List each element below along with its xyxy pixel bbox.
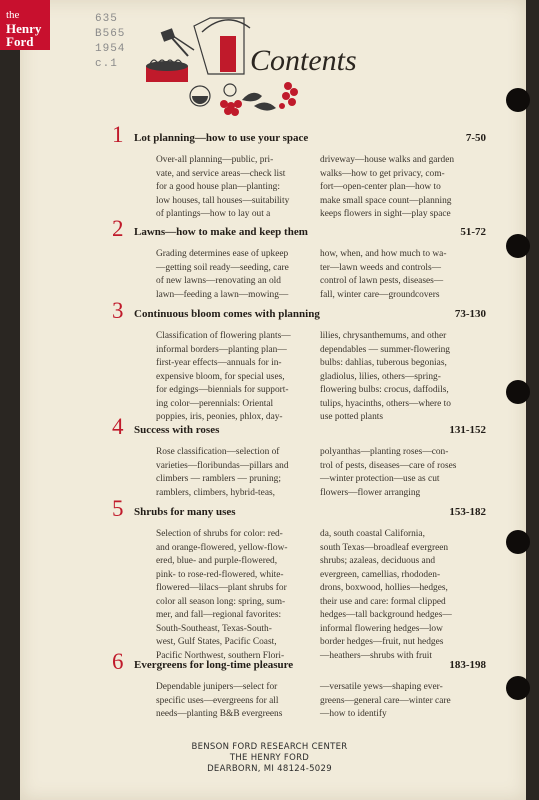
section-text-right [320,528,470,663]
section-text-left [156,528,306,663]
text-line: polyanthas—planting roses—con- [320,447,449,457]
punch-hole [506,380,530,404]
text-line: ered, blue- and purple-flowered, [156,556,278,566]
text-line: bulbs: dahlias, tuberous begonias, [320,358,447,368]
text-line: of plantings—how to lay out a [156,209,271,219]
text-line: —winter protection—use as cut [320,474,440,484]
text-line: ter—lawn weeds and controls— [320,262,442,273]
text-line: climbers — ramblers — pruning; [156,474,281,484]
text-line: use potted plants [320,412,384,422]
section-title: Success with roses [134,424,220,436]
section-header [112,122,486,154]
text-line: Grading determines ease of upkeep [156,249,289,259]
text-line: west, Gulf States, Pacific Coast, [156,637,277,647]
text-line: tulips, hyacinths, others—where to [320,398,451,409]
text-line: of new lawns—renovating an old [156,276,281,286]
text-line: fort—open-center plan—how to [320,182,441,192]
text-line: flowered—lilacs—plant shrubs for [156,583,287,593]
text-line: greens—general care—winter care [320,695,451,706]
text-line: color all season long: spring, sum- [156,596,286,607]
text-line: keeps flowers in sight—play space [320,209,451,219]
text-line: informal borders—planting plan— [156,344,287,355]
text-line: driveway—house walks and garden [320,155,455,165]
section-header [112,649,486,681]
text-line: dependables — summer-flowering [320,344,450,355]
text-line: hedges—tall background hedges— [320,610,452,620]
contents-section [112,216,486,302]
section-pages: 51-72 [460,226,486,238]
section-number: 5 [112,496,124,521]
section-text-right [320,330,470,425]
punch-hole [506,676,530,700]
page-title: Contents [250,44,357,77]
document-page [20,0,526,800]
section-number: 4 [112,414,124,439]
section-number: 2 [112,216,124,241]
section-text-left [156,248,306,302]
section-title: Lot planning—how to use your space [134,132,309,144]
text-line: ramblers, climbers, hybrid-teas, [156,487,275,498]
text-line: border hedges—fruit, nut hedges [320,637,444,647]
handwriting-line: 1954 [95,43,126,55]
contents-section [112,122,486,222]
text-line: lawn—feeding a lawn—mowing— [156,289,289,300]
text-line: specific uses—evergreens for all [156,695,279,706]
section-title: Continuous bloom comes with planning [134,308,320,320]
text-line: shrubs; azaleas, deciduous and [320,556,436,566]
text-line: walks—how to get privacy, com- [320,168,445,179]
section-text-left [156,446,306,500]
text-line: lilies, chrysanthemums, and other [320,331,447,341]
section-number: 1 [112,122,124,147]
text-line: fall, winter care—groundcovers [320,289,440,300]
text-line: —how to identify [320,709,387,719]
library-stamp [0,742,539,775]
text-line: da, south coastal California, [320,529,425,539]
contents-section [112,496,486,663]
section-header [112,216,486,248]
handwriting-line: c.1 [95,58,118,70]
text-line: Dependable junipers—select for [156,682,278,692]
contents-section [112,298,486,425]
section-title: Lawns—how to make and keep them [134,226,308,238]
text-line: flowering bulbs: crocus, daffodils, [320,385,449,395]
handwriting-line: B565 [95,28,126,40]
section-text-right [320,154,470,222]
stamp-line: THE HENRY FORD [229,753,310,763]
text-line: —heathers—shrubs with fruit [320,650,432,661]
handwritten-call-number [95,12,145,72]
text-line: south Texas—broadleaf evergreen [320,542,449,553]
text-line: flowers—flower arranging [320,487,421,498]
handwriting-line: 635 [95,13,118,25]
section-text-right [320,446,470,500]
text-line: expensive bloom, for special uses, [156,371,285,382]
text-line: Selection of shrubs for color: red- [156,529,283,539]
punch-hole [506,530,530,554]
section-text-right [320,681,470,722]
text-line: South-Southeast, Texas-South- [156,623,272,634]
text-line: pink- to rose-red-flowered, white- [156,569,284,580]
text-line: and orange-flowered, yellow-flow- [156,542,288,553]
section-text-left [156,330,306,425]
text-line: mer, and fall—regional favorites: [156,610,282,620]
section-text-left [156,154,306,222]
text-line: —getting soil ready—seeding, care [156,262,289,273]
text-line: first-year effects—annuals for in- [156,358,282,368]
section-text-left [156,681,306,722]
text-line: for a good house plan—planting: [156,182,280,192]
text-line: ing color—perennials: Oriental [156,398,274,409]
section-number: 6 [112,649,124,674]
stamp-line: DEARBORN, MI 48124-5029 [207,764,332,774]
section-text-right [320,248,470,302]
text-line: Over-all planning—public, pri- [156,155,274,165]
text-line: for edgings—biennials for support- [156,385,289,395]
text-line: Classification of flowering plants— [156,331,291,341]
text-line: Pacific Northwest, southern Flori- [156,650,285,661]
section-pages: 183-198 [449,659,486,671]
punch-hole [506,234,530,258]
section-title: Shrubs for many uses [134,506,236,518]
text-line: their use and care: formal clipped [320,596,446,607]
contents-section [112,649,486,722]
logo-line: the [6,9,20,21]
logo-line: Henry Ford [6,21,42,49]
section-pages: 7-50 [465,132,486,144]
text-line: poppies, iris, peonies, phlox, day- [156,412,283,422]
text-line: make small space count—planning [320,195,452,206]
section-title: Evergreens for long-time pleasure [134,659,294,671]
section-header [112,298,486,330]
text-line: —versatile yews—shaping ever- [320,682,443,692]
text-line: vate, and service areas—check list [156,168,286,179]
text-line: evergreen, camellias, rhododen- [320,569,441,580]
punch-hole [506,88,530,112]
section-pages: 73-130 [454,308,486,320]
section-number: 3 [112,298,124,323]
henry-ford-logo [0,0,50,50]
text-line: drons, boxwood, hollies—hedges, [320,583,448,593]
stamp-line: BENSON FORD RESEARCH CENTER [191,742,348,752]
text-line: gladiolus, lilies, others—spring- [320,371,441,382]
section-pages: 131-152 [449,424,486,436]
section-pages: 153-182 [449,506,486,518]
text-line: control of lawn pests, diseases— [320,276,444,286]
text-line: low houses, tall houses—suitability [156,195,290,206]
text-line: varieties—floribundas—pillars and [156,460,289,471]
section-header [112,496,486,528]
text-line: trol of pests, diseases—care of roses [320,460,457,471]
text-line: Rose classification—selection of [156,447,280,457]
text-line: how, when, and how much to wa- [320,249,447,259]
text-line: needs—planting B&B evergreens [156,709,283,719]
text-line: informal flowering hedges—low [320,623,443,634]
